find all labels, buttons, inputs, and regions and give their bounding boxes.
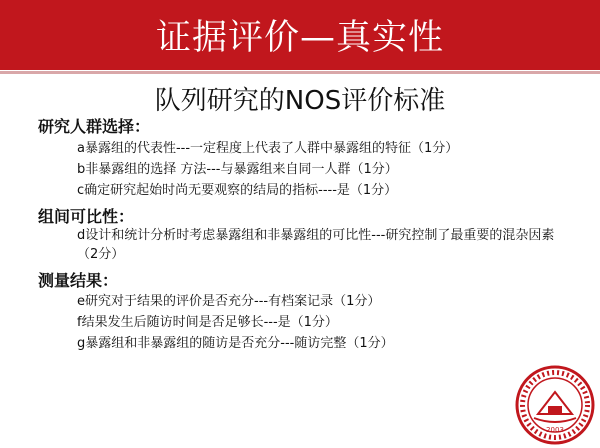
section-heading-outcome: 测量结果：: [38, 271, 119, 290]
title-divider: [0, 71, 600, 74]
slide-title: 证据评价—真实性: [155, 18, 444, 58]
criterion-g: g暴露组和非暴露组的随访是否充分---随访完整（1分）: [77, 336, 394, 351]
section-heading-population: 研究人群选择：: [38, 117, 151, 136]
seal-year: 2003: [546, 426, 564, 434]
criterion-f: f结果发生后随访时间是否足够长---是（1分）: [77, 315, 338, 330]
criterion-d: d设计和统计分析时考虑暴露组和非暴露组的可比性---研究控制了最重要的混杂因素（2分）: [77, 228, 555, 262]
section-heading-comparability: 组间可比性：: [38, 207, 135, 226]
criterion-c: c确定研究起始时尚无要观察的结局的指标----是（1分）: [77, 183, 398, 198]
criterion-e: e研究对于结果的评价是否充分---有档案记录（1分）: [77, 294, 381, 309]
title-banner: [0, 0, 600, 70]
slide-subtitle: 队列研究的NOS评价标准: [154, 86, 446, 116]
university-seal-icon: [512, 362, 598, 446]
criterion-a: a暴露组的代表性---一定程度上代表了人群中暴露组的特征（1分）: [77, 141, 459, 156]
criterion-b: b非暴露组的选择 方法---与暴露组来自同一人群（1分）: [77, 162, 398, 177]
